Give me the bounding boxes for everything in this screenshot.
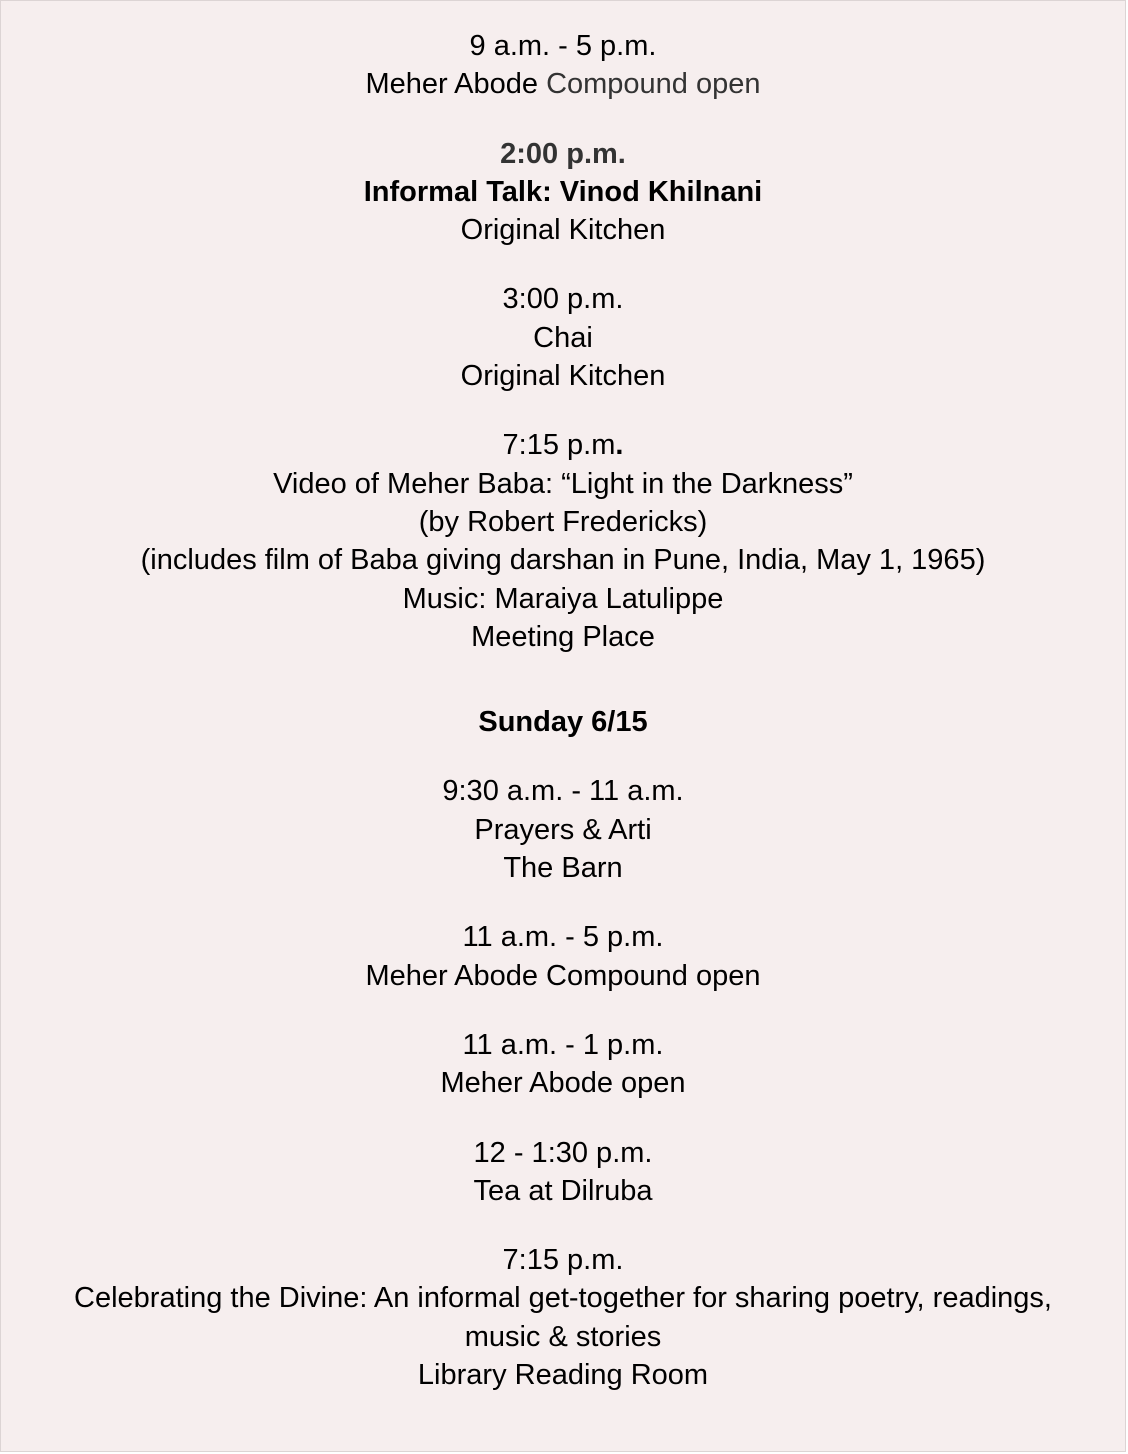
event-location: Original Kitchen [460, 360, 666, 393]
day-heading-sunday: Sunday 6/15 [478, 706, 648, 739]
event-celebrating-divine [1, 1241, 1125, 1394]
event-time [1, 426, 1125, 464]
event-location: The Barn [503, 852, 623, 885]
event-time: 3:00 p.m. [502, 283, 624, 316]
event-chai [1, 280, 1125, 395]
event-time: 2:00 p.m. [500, 137, 626, 170]
event-location: Meeting Place [471, 620, 655, 653]
event-title: Video of Meher Baba: “Light in the Darkness” [273, 467, 853, 500]
event-location: Library Reading Room [417, 1359, 709, 1392]
event-location: Original Kitchen [460, 214, 666, 247]
event-title-part-gray: Compound open [546, 68, 761, 101]
event-video [1, 426, 1125, 656]
day-spacer [1, 656, 1125, 703]
event-compound-open-sunday [1, 918, 1125, 995]
event-title: Informal Talk: Vinod Khilnani [363, 175, 763, 208]
event-note: (includes film of Baba giving darshan in Pune, India, May 1, 1965) [140, 544, 986, 577]
event-time: 9:30 a.m. - 11 a.m. [442, 775, 684, 808]
event-title: Prayers & Arti [474, 813, 652, 846]
event-time: 11 a.m. - 5 p.m. [462, 921, 664, 954]
event-byline: (by Robert Fredericks) [418, 505, 708, 538]
event-title: Meher Abode Compound open [365, 959, 761, 992]
event-prayers-arti [1, 772, 1125, 887]
event-title-part: Meher Abode [365, 68, 547, 101]
event-compound-open-saturday [1, 27, 1125, 104]
event-title: Celebrating the Divine: An informal get-together for sharing poetry, readings, music & stories [74, 1282, 1052, 1353]
event-informal-talk [1, 135, 1125, 250]
event-abode-open [1, 1026, 1125, 1103]
event-time: 9 a.m. - 5 p.m. [469, 30, 657, 62]
event-title [1, 65, 1125, 103]
event-title: Tea at Dilruba [473, 1174, 653, 1207]
day-heading-block [1, 703, 1125, 741]
event-title: Meher Abode open [440, 1067, 686, 1100]
event-title: Chai [533, 321, 593, 354]
event-time-period: . [615, 429, 624, 462]
event-time: 7:15 p.m. [502, 1244, 624, 1277]
event-time: 11 a.m. - 1 p.m. [462, 1028, 664, 1061]
event-tea [1, 1134, 1125, 1211]
event-time-main: 7:15 p.m [502, 429, 616, 462]
event-time: 12 - 1:30 p.m. [473, 1136, 653, 1169]
event-music: Music: Maraiya Latulippe [402, 582, 724, 615]
